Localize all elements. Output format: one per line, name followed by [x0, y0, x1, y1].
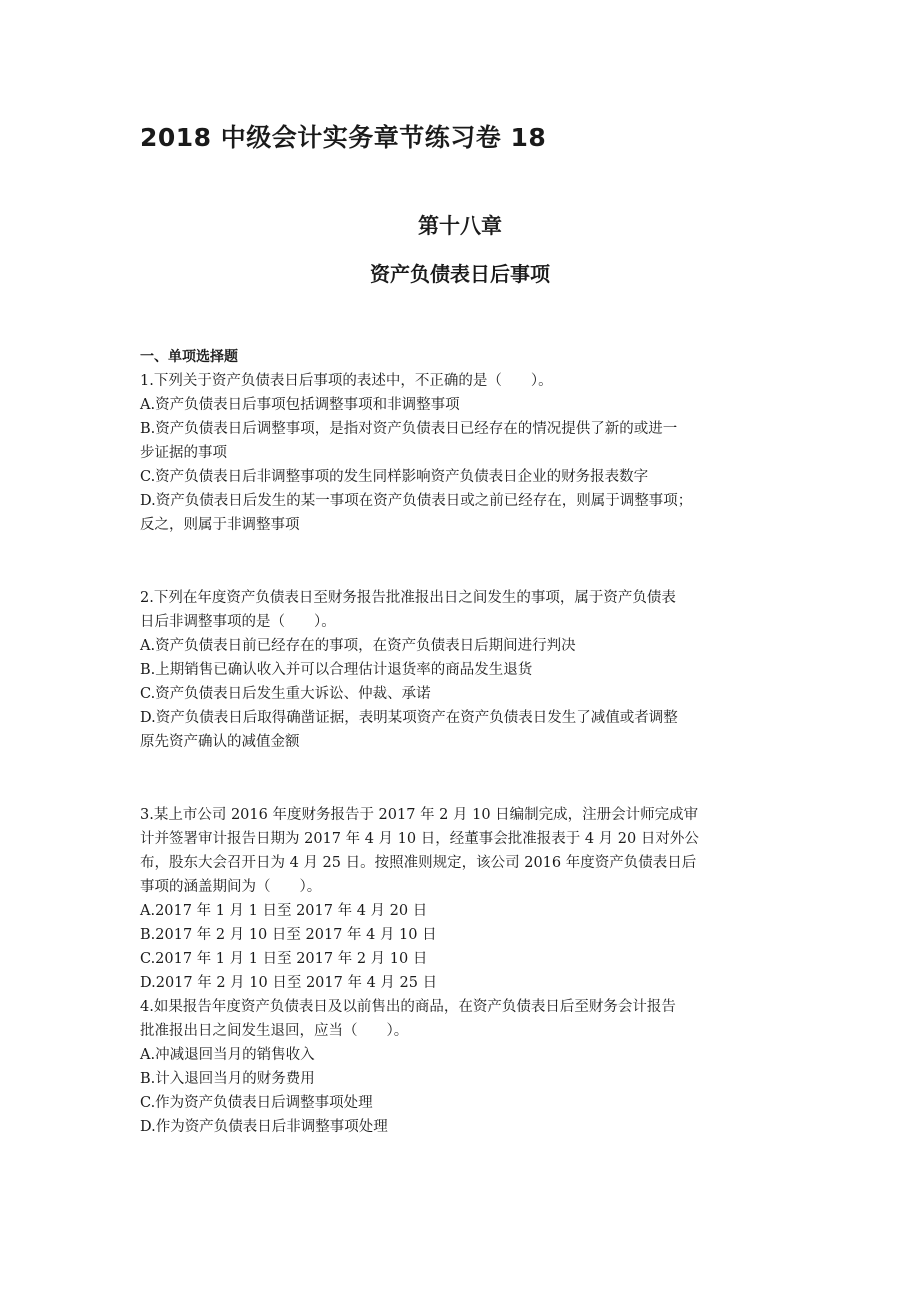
- option-d: D.资产负债表日后取得确凿证据，表明某项资产在资产负债表日发生了减值或者调整: [140, 710, 678, 726]
- option-a: A.冲减退回当月的销售收入: [140, 1047, 315, 1063]
- option-b: B.上期销售已确认收入并可以合理估计退货率的商品发生退货: [140, 662, 533, 678]
- chapter-subtitle: 资产负债表日后事项: [370, 262, 550, 286]
- option-d: D.作为资产负债表日后非调整事项处理: [140, 1119, 388, 1135]
- option-c: C.作为资产负债表日后调整事项处理: [140, 1095, 373, 1111]
- document-title: 2018 中级会计实务章节练习卷 18: [140, 123, 547, 152]
- question-stem: 1.下列关于资产负债表日后事项的表述中，不正确的是（ ）。: [140, 373, 553, 389]
- question-stem: 2.下列在年度资产负债表日至财务报告批准报出日之间发生的事项，属于资产负债表: [140, 590, 676, 606]
- question-stem: 4.如果报告年度资产负债表日及以前售出的商品，在资产负债表日后至财务会计报告: [140, 999, 676, 1015]
- option-c: C.2017 年 1 月 1 日至 2017 年 2 月 10 日: [140, 951, 428, 967]
- option-c: C.资产负债表日后非调整事项的发生同样影响资产负债表日企业的财务报表数字: [140, 469, 649, 485]
- question-stem-continued: 日后非调整事项的是（ ）。: [140, 614, 336, 630]
- option-b: B.2017 年 2 月 10 日至 2017 年 4 月 10 日: [140, 927, 437, 943]
- option-d: D.资产负债表日后发生的某一事项在资产负债表日或之前已经存在，则属于调整事项；: [140, 493, 693, 509]
- option-a: A.2017 年 1 月 1 日至 2017 年 4 月 20 日: [140, 903, 428, 919]
- option-d-continued: 原先资产确认的减值金额: [140, 734, 300, 750]
- option-d: D.2017 年 2 月 10 日至 2017 年 4 月 25 日: [140, 975, 438, 991]
- question-stem-continued: 计并签署审计报告日期为 2017 年 4 月 10 日，经董事会批准报表于 4 月 20 日对外公: [140, 831, 699, 847]
- option-c: C.资产负债表日后发生重大诉讼、仲裁、承诺: [140, 686, 431, 702]
- question-stem-continued: 批准报出日之间发生退回，应当（ ）。: [140, 1023, 409, 1039]
- section-title: 一、单项选择题: [140, 349, 238, 365]
- option-b: B.资产负债表日后调整事项，是指对资产负债表日已经存在的情况提供了新的或进一: [140, 421, 678, 437]
- option-a: A.资产负债表日后事项包括调整事项和非调整事项: [140, 397, 460, 413]
- option-d-continued: 反之，则属于非调整事项: [140, 517, 300, 533]
- question-stem: 3.某上市公司 2016 年度财务报告于 2017 年 2 月 10 日编制完成，注册会计师完成审: [140, 807, 699, 823]
- question-stem-continued: 布，股东大会召开日为 4 月 25 日。按照准则规定，该公司 2016 年度资产负债表日后: [140, 855, 697, 871]
- question-stem-continued: 事项的涵盖期间为（ ）。: [140, 879, 322, 895]
- chapter-heading: 第十八章: [418, 214, 502, 238]
- option-b-continued: 步证据的事项: [140, 445, 227, 461]
- option-b: B.计入退回当月的财务费用: [140, 1071, 315, 1087]
- option-a: A.资产负债表日前已经存在的事项，在资产负债表日后期间进行判决: [140, 638, 576, 654]
